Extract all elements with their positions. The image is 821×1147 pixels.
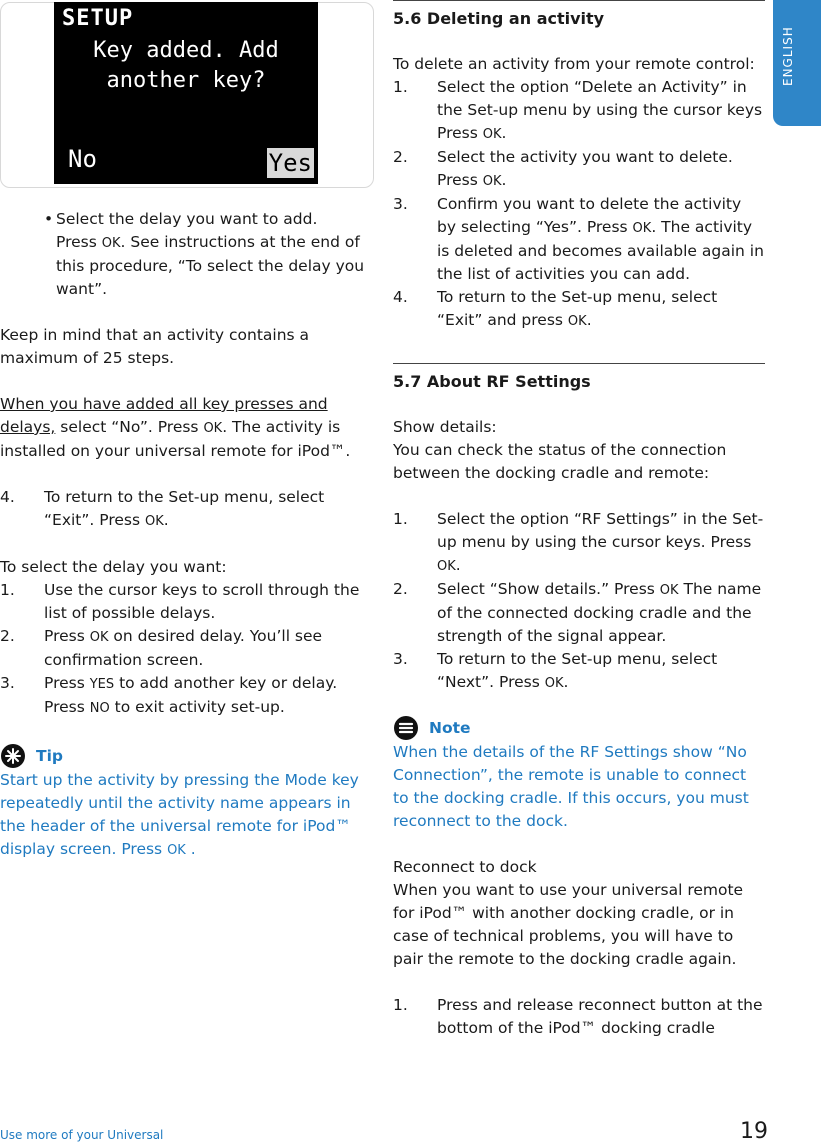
bullet-marker: • (44, 210, 54, 228)
bullet-item (0, 208, 376, 301)
tip-header (0, 743, 376, 769)
reconnect-step-1: 1. Press and release reconnect button at the bottom of the iPod™ docking cradle (393, 996, 763, 1037)
footer-text: Use more of your Universal (0, 1128, 164, 1142)
section-5-6-title: 5.6 Deleting an activity (393, 9, 605, 28)
delete-step-2: 2. Select the activity you want to delete. Press OK. (393, 148, 733, 189)
show-details-label: Show details: (393, 418, 497, 436)
delete-step-3: 3. Confirm you want to delete the activity by selecting “Yes”. Press OK. The activity is deleted and becomes available again in the list of activities you can add. (393, 195, 764, 283)
language-tab (773, 0, 821, 126)
lcd-message (54, 36, 318, 96)
section-5-6-intro: To delete an activity from your remote control: (393, 55, 755, 73)
activity-installed-paragraph: When you have added all key presses and delays, select “No”. Press OK. The activity is installed on your universal remote for iPod™. (0, 395, 351, 460)
delay-step-3: 3. Press YES to add another key or delay. Press NO to exit activity set-up. (0, 674, 338, 716)
keep-in-mind-paragraph: Keep in mind that an activity contains a maximum of 25 steps. (0, 326, 310, 367)
top-rule (393, 0, 765, 1)
tip-label: Tip (36, 746, 63, 765)
left-column (0, 208, 376, 862)
lcd-message-line2: another key? (106, 68, 266, 93)
reconnect-paragraph: When you want to use your universal remote for iPod™ with another docking cradle, or in case of technical problems, you will have to pair the remote to the docking cradle again. (393, 881, 744, 968)
tip-text: Start up the activity by pressing the Mode key repeatedly until the activity name appears in the header of the universal remote for iPod™ display screen. Press OK . (0, 771, 359, 858)
rf-step-2: 2. Select “Show details.” Press OK The name of the connected docking cradle and the strength of the signal appear. (393, 580, 762, 645)
delay-step-2: 2. Press OK on desired delay. You’ll see confirmation screen. (0, 627, 323, 669)
bullet-line-1: Select the delay you want to add. (56, 210, 318, 228)
lcd-yes-option: Yes (268, 149, 312, 177)
right-column (393, 0, 765, 1040)
note-icon (393, 715, 419, 741)
rf-step-3: 3. To return to the Set-up menu, select “Next”. Press OK. (393, 650, 718, 691)
device-lcd-screen (54, 2, 318, 184)
status-paragraph: You can check the status of the connection between the docking cradle and remote: (393, 441, 727, 482)
delete-step-4: 4. To return to the Set-up menu, select “Exit” and press OK. (393, 288, 718, 329)
delay-heading: To select the delay you want: (0, 558, 227, 576)
lcd-no-option: No (68, 145, 97, 173)
delay-step-1: 1. Use the cursor keys to scroll through the list of possible delays. (0, 581, 360, 622)
lcd-message-line1: Key added. Add (93, 38, 279, 63)
note-header (393, 715, 765, 741)
step-4-return: 4. To return to the Set-up menu, select “Exit”. Press OK. (0, 488, 325, 529)
language-tab-label: ENGLISH (781, 26, 795, 86)
rf-step-1: 1. Select the option “RF Settings” in the Set-up menu by using the cursor keys. Press OK. (393, 510, 764, 574)
bullet-line-2: Press OK. See instructions at the end of this procedure, “To select the delay you want”. (56, 233, 365, 298)
page-number: 19 (740, 1119, 768, 1144)
section-rule (393, 363, 765, 364)
lcd-title: SETUP (62, 6, 134, 31)
ok-key: OK (101, 236, 121, 251)
section-5-7-title: 5.7 About RF Settings (393, 372, 591, 391)
reconnect-heading: Reconnect to dock (393, 858, 537, 876)
delete-step-1: 1. Select the option “Delete an Activity” in the Set-up menu by using the cursor keys Press OK. (393, 78, 763, 142)
note-label: Note (429, 718, 471, 737)
tip-icon (0, 743, 26, 769)
note-text: When the details of the RF Settings show “No Connection”, the remote is unable to connect to the docking cradle. If this occurs, you must reconnect to the dock. (393, 743, 749, 830)
